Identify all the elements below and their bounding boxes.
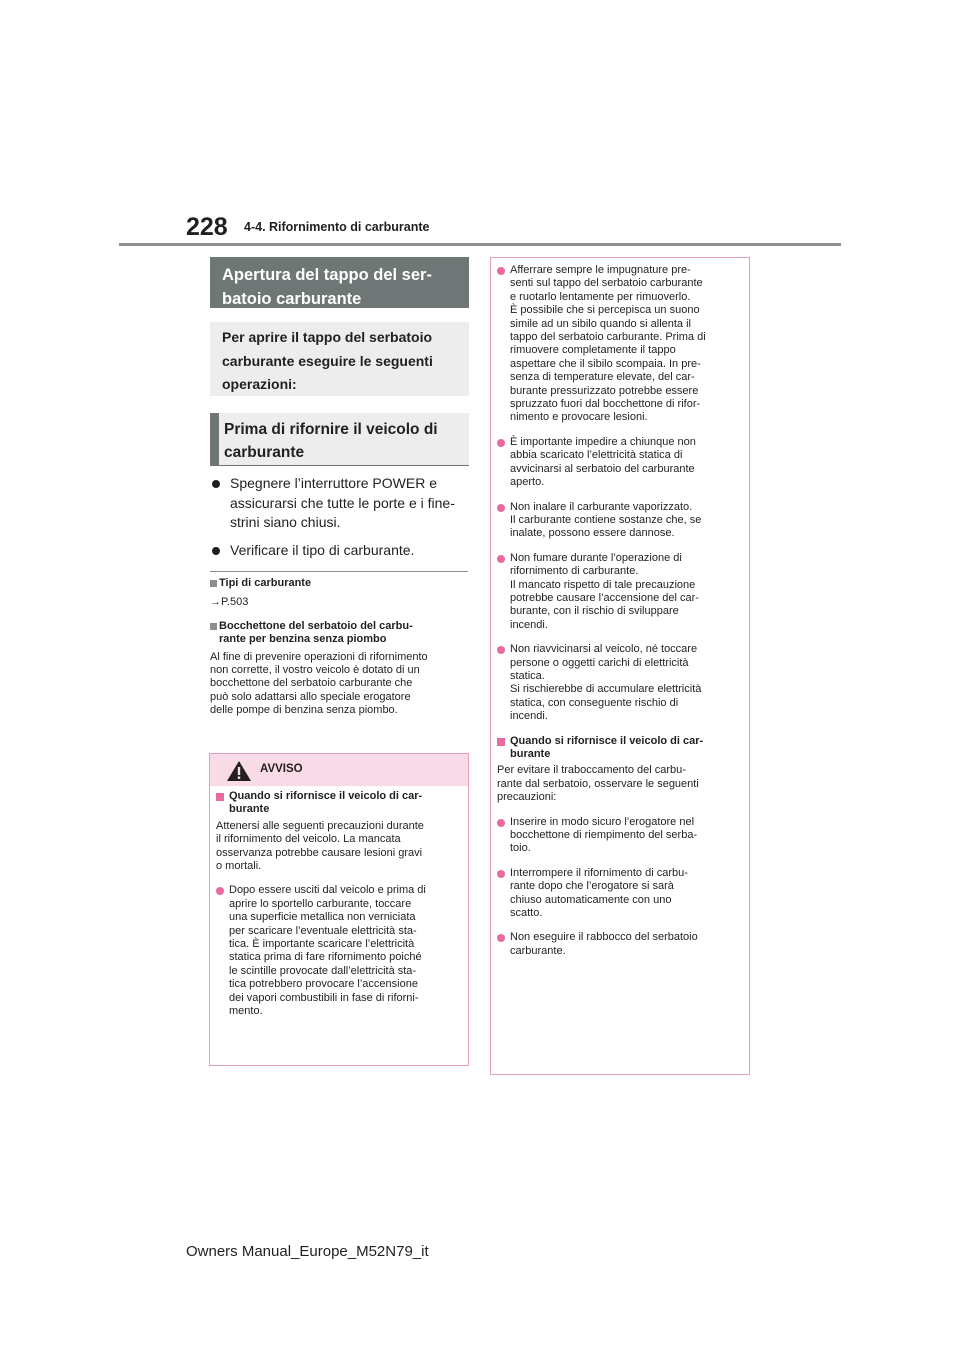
warning-bullet-line: una superficie metallica non verniciata xyxy=(229,911,416,924)
note-text xyxy=(210,651,472,718)
square-bullet-icon xyxy=(210,623,217,630)
bullet-line: Inserire in modo sicuro l’erogatore nel xyxy=(510,815,695,828)
lead-line: carburante eseguire le seguenti xyxy=(222,352,433,369)
bullet-line: È possibile che si percepisca un suono xyxy=(510,304,700,317)
warning-intro-line: Attenersi alle seguenti precauzioni durante xyxy=(216,819,424,832)
bullet-line: scatto. xyxy=(510,907,543,920)
step-line: assicurarsi che tutte le porte e i fine- xyxy=(230,494,455,511)
warning-header xyxy=(210,754,468,786)
bullet-icon xyxy=(497,819,505,827)
bullet-line: aspettare che il sibilo scompaia. In pre- xyxy=(510,357,701,370)
warning-body xyxy=(216,790,460,1030)
step-list xyxy=(210,474,472,568)
warning-title xyxy=(216,790,460,817)
notes-divider xyxy=(210,571,468,572)
warning-title-line: burante xyxy=(229,803,270,816)
bullet-line: statica, con conseguente rischio di xyxy=(510,696,679,709)
bullet-line: e ruotarlo lentamente per rimuoverlo. xyxy=(510,290,691,303)
note-title-line: Bocchettone del serbatoio del carbu- xyxy=(219,619,413,632)
warning-intro-line: o mortali. xyxy=(216,860,262,873)
warning-bullet-line: statica prima di fare rifornimento poiché xyxy=(229,951,422,964)
bullet-line: senti sul tappo del serbatoio carburante xyxy=(510,277,703,290)
notes-section xyxy=(210,577,472,718)
bullet-icon xyxy=(497,555,505,563)
warning-box xyxy=(209,753,469,1066)
main-title xyxy=(210,257,469,308)
sub-title-line: Prima di rifornire il veicolo di xyxy=(224,421,438,438)
warning-intro-line: osservanza potrebbe causare lesioni gravi xyxy=(216,846,423,859)
bullet-icon xyxy=(497,646,505,654)
warning-bullet xyxy=(497,643,741,723)
warning-bullet-line: aprire lo sportello carburante, toccare xyxy=(229,897,412,910)
bullet-icon xyxy=(212,547,220,555)
bullet-line: statica. xyxy=(510,669,545,682)
warning-title-line: Quando si rifornisce il veicolo di car- xyxy=(229,790,423,802)
bullet-icon xyxy=(497,934,505,942)
step-line: strini siano chiusi. xyxy=(230,514,341,530)
warning-continued-body xyxy=(497,264,741,969)
warning-bullet xyxy=(216,884,460,1018)
step-item xyxy=(210,541,472,561)
bullet-line: rifornimento di carburante. xyxy=(510,565,639,578)
warning-bullet-line: Dopo essere usciti dal veicolo e prima di xyxy=(229,884,426,897)
section-title: 4-4. Rifornimento di carburante xyxy=(244,220,430,234)
bullet-line: toio. xyxy=(510,842,531,855)
section-title-line: burante xyxy=(510,748,551,760)
bullet-icon xyxy=(216,887,224,895)
warning-bullet-line: mento. xyxy=(229,1005,263,1018)
warning-bullet-line: tica. È importante scaricare l’elettricità xyxy=(229,938,415,951)
note-title xyxy=(210,620,472,647)
lead-line: operazioni: xyxy=(222,376,297,392)
step-line: Spegnere l’interruttore POWER e xyxy=(230,475,437,491)
square-bullet-icon xyxy=(210,580,217,587)
note-title-text: Tipi di carburante xyxy=(219,577,312,589)
page-reference: →P.503 xyxy=(210,596,249,609)
bullet-line: Non riavvicinarsi al veicolo, né toccare xyxy=(510,643,698,656)
section-intro-line: Per evitare il traboccamento del carbu- xyxy=(497,764,686,777)
step-item xyxy=(210,474,472,533)
bullet-icon xyxy=(497,267,505,275)
note-title-line: rante per benzina senza piombo xyxy=(219,633,387,646)
warning-intro-line: il rifornimento del veicolo. La mancata xyxy=(216,833,401,846)
bullet-line: avvicinarsi al serbatoio del carburante xyxy=(510,462,695,475)
bullet-icon xyxy=(212,480,220,488)
bullet-icon xyxy=(497,870,505,878)
bullet-icon xyxy=(497,504,505,512)
bullet-line: burante pressurizzato potrebbe essere xyxy=(510,384,699,397)
warning-continued-box xyxy=(490,257,750,1075)
warning-label: AVVISO xyxy=(260,763,303,775)
bullet-line: potrebbe causare l’accensione del car- xyxy=(510,591,699,604)
square-bullet-icon xyxy=(216,793,224,801)
bullet-line: spruzzato fuori dal bocchettone di rifor- xyxy=(510,398,701,411)
bullet-line: tappo del serbatoio carburante. Prima di xyxy=(510,331,706,344)
main-title-line: Apertura del tappo del ser- xyxy=(222,266,432,284)
warning-bullet xyxy=(497,264,741,425)
bullet-line: Non eseguire il rabbocco del serbatoio xyxy=(510,931,698,944)
lead-box xyxy=(210,322,469,396)
sub-title xyxy=(210,413,469,466)
bullet-line: carburante. xyxy=(510,944,566,957)
bullet-line: senza di temperature elevate, del car- xyxy=(510,371,695,384)
bullet-line: rimuovere completamente il tappo xyxy=(510,344,676,357)
note-text-line: bocchettone del serbatoio carburante che xyxy=(210,677,413,690)
bullet-line: incendi. xyxy=(510,618,548,631)
warning-bullet xyxy=(497,931,741,958)
footer-document-id: Owners Manual_Europe_M52N79_it xyxy=(186,1243,429,1260)
bullet-line: bocchettone di riempimento del serba- xyxy=(510,829,698,842)
warning-bullet xyxy=(497,867,741,921)
bullet-line: Afferrare sempre le impugnature pre- xyxy=(510,264,691,276)
bullet-line: simile ad un sibilo quando si allenta il xyxy=(510,317,691,330)
main-title-line: batoio carburante xyxy=(222,290,362,308)
section-intro-line: precauzioni: xyxy=(497,791,557,804)
warning-bullet-line: dei vapori combustibili in fase di riforni- xyxy=(229,991,419,1004)
warning-bullet-line: le scintille provocate dall’elettricità sta- xyxy=(229,964,417,977)
bullet-line: rante dopo che l’erogatore si sarà xyxy=(510,880,674,893)
bullet-line: inalate, possono essere dannose. xyxy=(510,527,675,540)
square-bullet-icon xyxy=(497,738,505,746)
section-title-line: Quando si rifornisce il veicolo di car- xyxy=(510,734,704,747)
lead-line: Per aprire il tappo del serbatoio xyxy=(222,329,433,345)
warning-bullet-line: per scaricare l’eventuale elettricità sta- xyxy=(229,924,417,937)
bullet-line: Il mancato rispetto di tale precauzione xyxy=(510,578,696,591)
warning-section-intro xyxy=(497,764,741,804)
warning-section-title xyxy=(497,735,741,762)
note-text-line: Al fine di prevenire operazioni di rifornimento xyxy=(210,650,428,663)
page-number: 228 xyxy=(186,213,228,241)
bullet-line: È importante impedire a chiunque non xyxy=(510,435,696,448)
warning-intro xyxy=(216,820,460,874)
bullet-line: incendi. xyxy=(510,710,548,723)
bullet-line: aperto. xyxy=(510,476,545,489)
bullet-line: Interrompere il rifornimento di carbu- xyxy=(510,866,688,879)
warning-triangle-icon xyxy=(226,760,252,782)
bullet-icon xyxy=(497,439,505,447)
warning-bullet-line: tica potrebbero provocare l’accensione xyxy=(229,978,418,991)
bullet-line: nimento e provocare lesioni. xyxy=(510,411,648,424)
note-text-line: non corrette, il vostro veicolo è dotato di un xyxy=(210,664,420,677)
bullet-line: Non fumare durante l’operazione di xyxy=(510,551,682,564)
warning-bullet xyxy=(497,436,741,490)
bullet-line: burante, con il rischio di sviluppare xyxy=(510,605,679,618)
bullet-line: Si rischierebbe di accumulare elettricità xyxy=(510,683,702,696)
bullet-line: Il carburante contiene sostanze che, se xyxy=(510,513,702,526)
bullet-line: chiuso automaticamente con uno xyxy=(510,893,672,906)
section-intro-line: rante dal serbatoio, osservare le seguenti xyxy=(497,777,699,790)
bullet-line: abbia scaricato l’elettricità statica di xyxy=(510,449,683,462)
sub-title-line: carburante xyxy=(224,444,305,461)
warning-bullet xyxy=(497,552,741,632)
warning-bullet xyxy=(497,501,741,541)
note-text-line: può solo adattarsi allo speciale erogatore xyxy=(210,690,411,703)
note-text-line: delle pompe di benzina senza piombo. xyxy=(210,704,398,717)
note-title xyxy=(210,577,472,590)
warning-bullet xyxy=(497,816,741,856)
bullet-line: persone o oggetti carichi di elettricità xyxy=(510,656,689,669)
header-divider xyxy=(119,243,841,246)
bullet-line: Non inalare il carburante vaporizzato. xyxy=(510,500,693,513)
step-line: Verificare il tipo di carburante. xyxy=(230,541,415,558)
